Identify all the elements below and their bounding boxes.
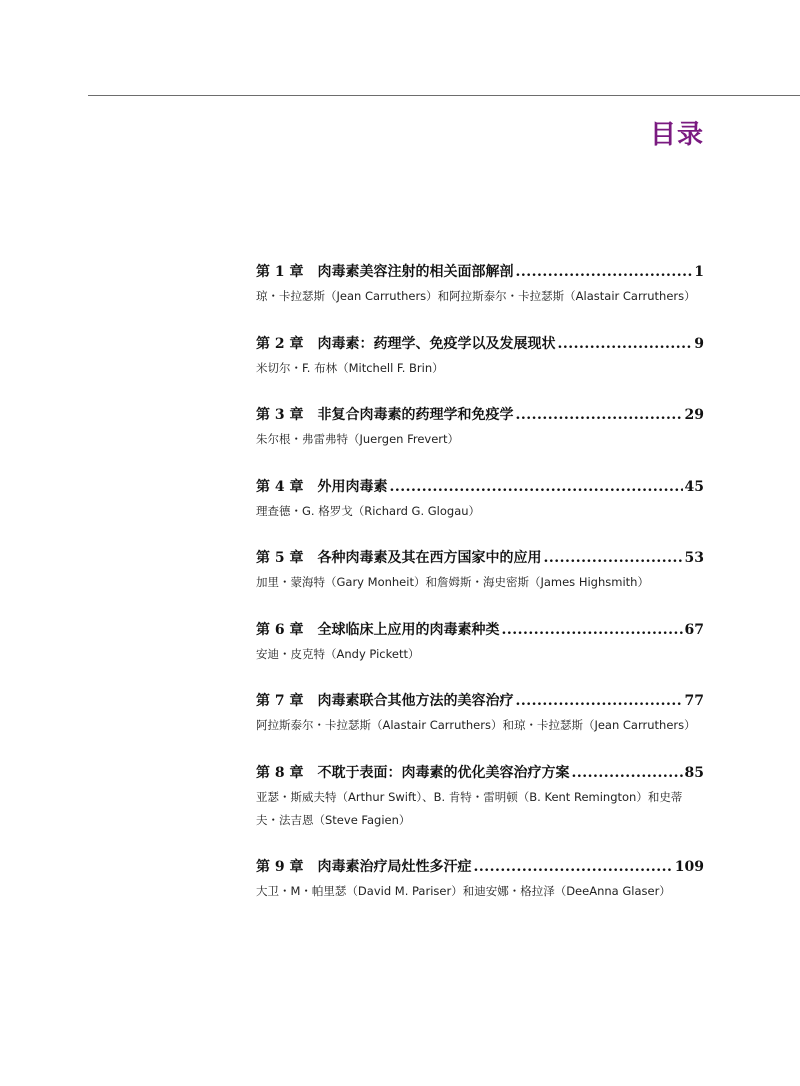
page-number: 29 (684, 407, 704, 423)
chapter-number: 第 8 章 (256, 764, 304, 781)
chapter-number: 第 9 章 (256, 858, 304, 875)
dot-leader (516, 691, 683, 711)
chapter-authors: 大卫・M・帕里瑟（David M. Pariser）和迪安娜・格拉泽（DeeAnna Glaser） (256, 883, 671, 898)
dot-leader (516, 262, 693, 282)
chapter-heading[interactable] (256, 620, 704, 640)
chapter-heading[interactable] (256, 334, 704, 354)
chapter-title: 外用肉毒素 (317, 478, 388, 495)
page-title: 目录 (649, 120, 704, 150)
chapter-authors: 朱尔根・弗雷弗特（Juergen Frevert） (256, 432, 460, 446)
chapter-authors: 亚瑟・斯威夫特（Arthur Swift）、B. 肯特・雷明顿（B. Kent Remington）和史蒂夫・法吉恩（Steve Fagien） (256, 789, 683, 827)
toc-entry-3 (256, 405, 704, 477)
page-number: 67 (684, 621, 704, 638)
chapter-authors: 米切尔・F. 布林（Mitchell F. Brin） (256, 360, 444, 375)
header-rule (88, 95, 800, 96)
chapter-title: 不耽于表面：肉毒素的优化美容治疗方案 (317, 764, 570, 781)
chapter-authors: 加里・蒙海特（Gary Monheit）和詹姆斯・海史密斯（James Highsmith） (256, 575, 649, 589)
dot-leader (558, 334, 693, 354)
page-number: 45 (684, 478, 704, 495)
chapter-number: 第 4 章 (256, 478, 304, 495)
toc-entry-9 (256, 857, 704, 929)
table-of-contents (256, 262, 704, 928)
toc-entry-2 (256, 334, 704, 406)
chapter-number: 第 5 章 (256, 550, 304, 566)
chapter-title: 各种肉毒素及其在西方国家中的应用 (317, 550, 542, 566)
chapter-heading[interactable] (256, 857, 704, 877)
page-number: 53 (684, 550, 704, 566)
chapter-number: 第 2 章 (256, 335, 304, 352)
chapter-number: 第 3 章 (256, 407, 304, 423)
chapter-heading[interactable] (256, 405, 704, 425)
dot-leader (516, 405, 683, 425)
toc-entry-7 (256, 691, 704, 763)
chapter-heading[interactable] (256, 691, 704, 711)
chapter-title: 肉毒素治疗局灶性多汗症 (317, 858, 472, 875)
chapter-number: 第 6 章 (256, 621, 304, 638)
chapter-title: 肉毒素美容注射的相关面部解剖 (317, 264, 514, 280)
chapter-number: 第 1 章 (256, 264, 304, 280)
chapter-title: 全球临床上应用的肉毒素种类 (317, 621, 500, 638)
chapter-title: 非复合肉毒素的药理学和免疫学 (317, 407, 514, 423)
chapter-number: 第 7 章 (256, 693, 304, 709)
chapter-heading[interactable] (256, 763, 704, 783)
page-number: 109 (674, 858, 704, 875)
chapter-authors: 琼・卡拉瑟斯（Jean Carruthers）和阿拉斯泰尔・卡拉瑟斯（Alastair Carruthers） (256, 289, 696, 303)
dot-leader (502, 620, 683, 640)
page-number: 9 (694, 335, 704, 352)
chapter-authors: 安迪・皮克特（Andy Pickett） (256, 646, 420, 661)
toc-entry-1 (256, 262, 704, 334)
dot-leader (474, 857, 673, 877)
page-number: 77 (684, 693, 704, 709)
toc-entry-4 (256, 477, 704, 549)
page-number: 1 (694, 264, 704, 280)
dot-leader (544, 548, 683, 568)
toc-entry-8 (256, 763, 704, 857)
dot-leader (572, 763, 683, 783)
chapter-heading[interactable] (256, 548, 704, 568)
chapter-heading[interactable] (256, 477, 704, 497)
toc-entry-6 (256, 620, 704, 692)
dot-leader (390, 477, 683, 497)
page-number: 85 (684, 764, 704, 781)
chapter-title: 肉毒素：药理学、免疫学以及发展现状 (317, 335, 556, 352)
toc-entry-5 (256, 548, 704, 620)
chapter-authors: 阿拉斯泰尔・卡拉瑟斯（Alastair Carruthers）和琼・卡拉瑟斯（Jean Carruthers） (256, 718, 696, 732)
chapter-title: 肉毒素联合其他方法的美容治疗 (317, 693, 514, 709)
chapter-heading[interactable] (256, 262, 704, 282)
chapter-authors: 理查德・G. 格罗戈（Richard G. Glogau） (256, 503, 481, 518)
